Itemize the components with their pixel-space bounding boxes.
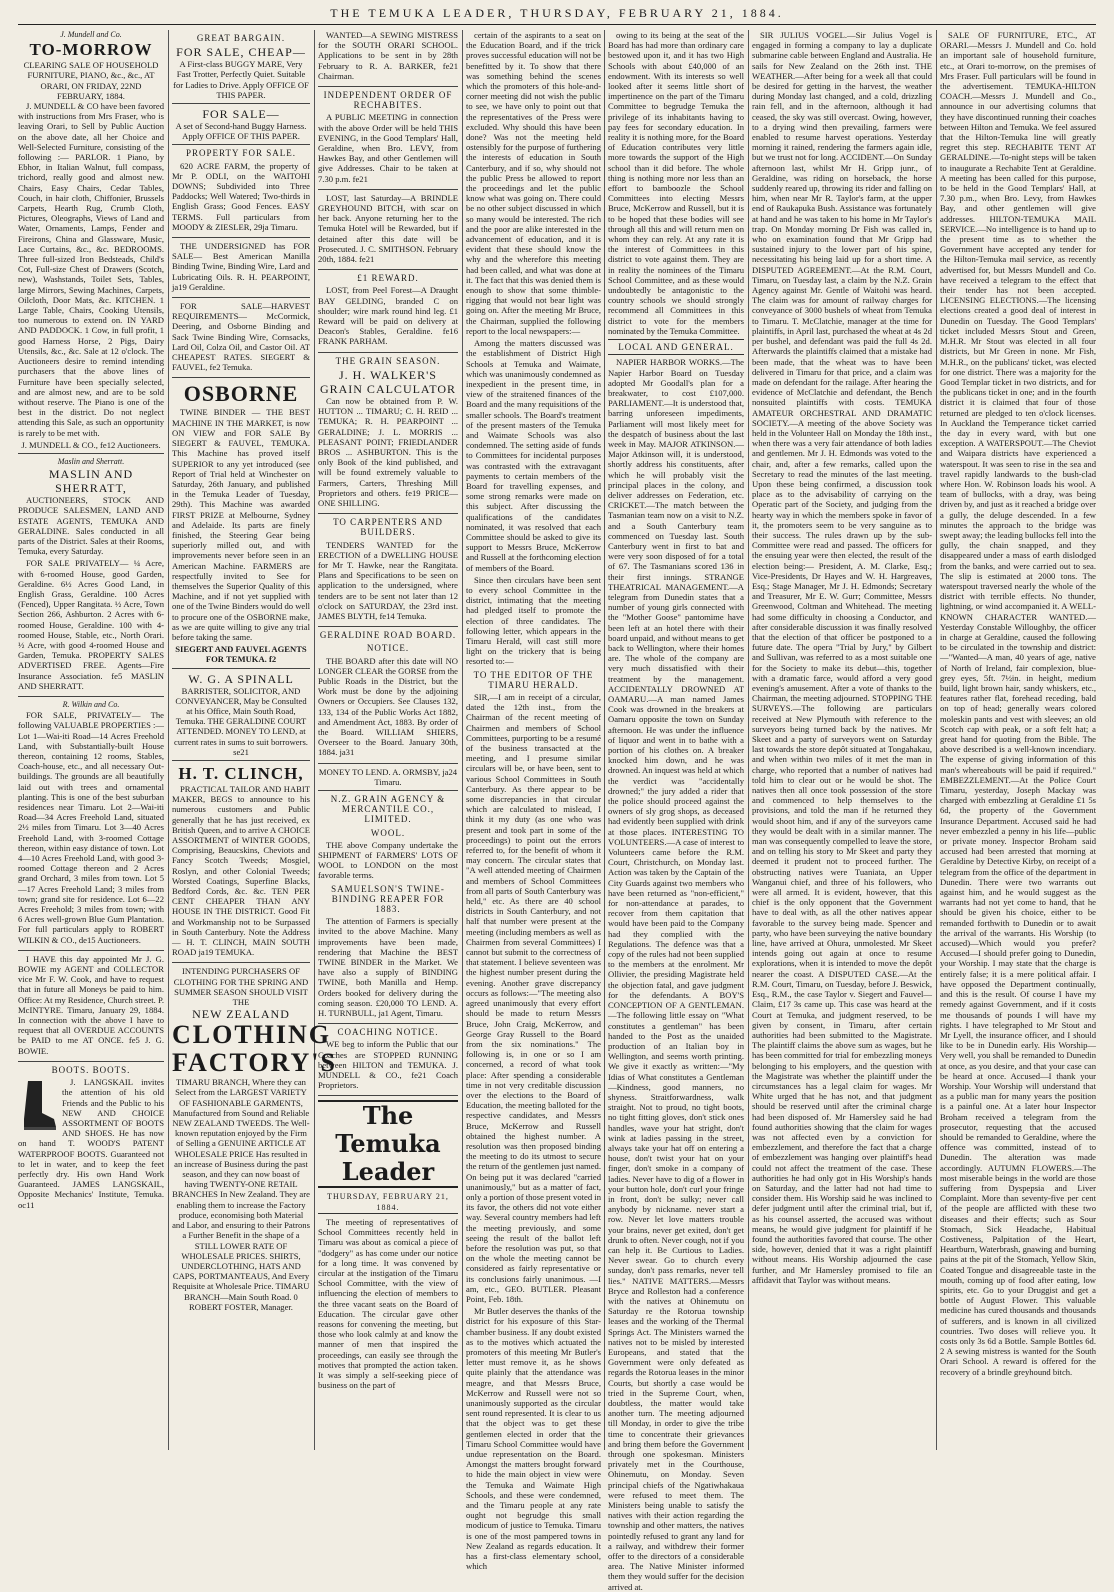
column-rule (936, 30, 937, 1450)
coaching-notice (318, 1027, 458, 1096)
column-rule (314, 30, 315, 1450)
ad-body: A set of Second-hand Buggy Harness. Apply OFFICE OF THIS PAPER. (175, 121, 307, 142)
rechabites-ad (318, 90, 458, 190)
column-3 (318, 30, 458, 1450)
ad-body: J. MUNDELL & CO have been favored with instructions from Mrs Fraser, who is leaving Orari, to Sell by Public Auction on the above date, all her Choice and Well-Selected Furniture, consisting of the following :— PARLOR. 1 Piano, by Ebhor, in Italian Walnut, full compass, trichord, really good and almost new. Chairs, Easy Chairs, Cedar Tables, Couch, in hair cloth, Chiffonier, Brussels Carpets, Hearth Rug, Crumb Cloth, Pictures, Oleographs, Views of Land and Water, Ornaments, Lamps, Fender and Fireirons, China and Glassware, Music, Lace Curtains, &c., &c. BEDROOMS. Three full-sized Iron Bedsteads, Child's Cot, Full-size Chest of Drawers (Scotch, new), Washstands, Toilet Sets, Tables, large Mirrors, Sewing Machines, Carpets, Oilcloth, Door Mats, &c. KITCHEN. 1 Large Table, Chairs, Cooking Utensils, too numerous to extend on. IN YARD AND PADDOCK. 1 Cow, in full profit, 1 good Harness Horse, 2 Pigs, Dairy Utensils, &c., &c. Sale at 12 o'clock. The Auctioneers desire to remind intending purchasers that the above lines of Furniture have been specially selected, and are almost new, and are to be sold without reserve. The Piano is one of the best in the district. Do not neglect attending this Sale, as such an opportunity is rarely to be met with. (18, 101, 164, 438)
column-rule (462, 30, 463, 1450)
lost-greyhound-ad (318, 193, 458, 270)
column-4 (466, 30, 601, 1572)
ad-header: GERALDINE ROAD BOARD. (319, 630, 457, 641)
ad-title: FOR SALE— (202, 107, 280, 122)
grain-agency-ad (318, 794, 458, 1024)
column-1 (18, 30, 164, 1450)
ad-subtitle: CLEARING SALE OF HOUSEHOLD FURNITURE, PIANO, &c., &c., AT ORARI, ON FRIDAY, 22ND FEBRUARY, 1884. (23, 60, 159, 101)
ad-body: LOST, last Saturday—A BRINDLE GREYHOUND BITCH, with scar on her back. Anyone returning her to the Temuka Hotel will be Rewarded, but if detained after this date will be Prosecuted. J. C. SMITHSON. February 20th, 1884. fe21 (318, 192, 458, 265)
leader-article: owing to its being at the seat of the Board has had more than ordinary care bestowed upon it, and it has two High Schools with about £40,000 of an endowment. With its interests so well looked after it seems little short of impertinence on the part of the Timaru Committee to begrudge Temuka the privilege of its inhabitants having to pay fees for secondary education. In reality it is nothing more, for the Board of Education contributes very little more towards the support of the High school than it did before. The whole thing is nothing more nor less than an effort to bamboozle the School Committees into electing Messrs Bruce, McKerrow and Russell, but it is to be hoped that these bodies will see through all this and will return men on whom they can rely. At any rate it is the interest of Committees in this district to vote against them. They are in reality the nominees of the Timaru School Committee, and as these would undoubtedly be antagonistic to the country schools we should strongly recommend all Committees in this district to vote for the members nominated by the Temuka Committee. (608, 30, 744, 336)
money-ad (318, 767, 458, 791)
leader-article: The meeting of representatives of School Committees recently held in Timaru was about as comical a piece of "dodgery" as has come under our notice for a long time. It was convened by circular at the instigation of the Timaru School Committee, with the view of influencing the election of members to the three vacant seats on the Board of Education. The circular gave other reasons for convening the meeting, but those who look calmly at and know the manner of men that inspired the proceedings, can easily see through the motives that prompted the action taken. It was simply a self-seeking piece of business on the part of (318, 1216, 458, 1391)
ad-header: INDEPENDENT ORDER OF RECHABITES. (323, 90, 453, 111)
harness-ad (172, 107, 310, 145)
column-rule (748, 30, 749, 1450)
dateline: THURSDAY, FEBRUARY 21, 1884. (318, 1192, 458, 1213)
road-board-notice (318, 630, 458, 763)
ad-header: J. Mundell and Co. (60, 30, 122, 39)
ad-signature: J. MUNDELL & CO., fe12 Auctioneers. (21, 439, 161, 450)
ad-subheader: NOTICE. (366, 643, 410, 654)
leader-article: Mr Butler deserves the thanks of the district for his exposure of this Star-chamber business. If any doubt existed as to the motives which actuated the promoters of this meeting Mr Butler's letter must remove it, as he shows quite plainly that the attendance was meagre, and that Messrs Bruce, McKerrow and Russell were not so unanimously supported as the circular sent round represented. It is clear to us that the object was to get these gentlemen elected in order that the Timaru School Committee would have undue representation on the Board. Amongst the matters brought forward to hide the main object in view were the Temuka and Waimate High Schools, and these were condemned, and the Timaru people at any rate ought not begrudge this small modicum of justice to Temuka. Timaru is one of the most pampered towns in New Zealand as regards education. It has a first-class elementary school, which (466, 1306, 601, 1572)
clinch-ad (172, 764, 310, 963)
binding-twine-ad (172, 241, 310, 298)
ad-header: N.Z. GRAIN AGENCY & MERCANTILE CO., LIMITED. (330, 794, 446, 825)
leader-article: Since then circulars have been sent to every school Committee in the district, intimating that the meeting had pledged itself to promote the election of three candidates. The following letter, which appears in the Timaru Herald, will cast still more light on the trickery that is being resorted to:— (466, 574, 601, 667)
furniture-sale-ad (18, 30, 164, 454)
ad-body: MONEY TO LEND. A. ORMSBY, ja24 Timaru. (318, 766, 458, 787)
ad-body: THE above Company undertake the SHIPMENT of FARMERS' LOTS OF WOOL to LONDON on the most favorable terms. (318, 839, 458, 881)
ad-body: Can now be obtained from P. W. HUTTON ... TIMARU; C. H. REID ... TEMUKA; R. H. PEARPOINT ... GERALDINE; J. L. MORRIS ... PLEASANT POINT; FRIEDLANDER BROS ... ASHBURTON. This is the only Book of the kind published, and will be found extremely valuable to Farmers, Carters, Threshing Mill Proprietors and others. fe19 PRICE—ONE SHILLING. (318, 395, 458, 508)
local-news: NAPIER HARBOR WORKS.—The Napier Harbor Board on Tuesday adopted Mr Goodall's plan for a breakwater, to cost £107,000. PARLIAMENT.—It is understood that, barring unforeseen impediments, Parliament will most likely meet for the despatch of business about the last week in May. MAJOR ATKINSON.—Major Atkinson will, it is understood, shortly address his constituents, after which he will probably visit the principal places in the colony, and deliver addresses on Federation, etc. CRICKET.—The match between the Tasmanian team now on a visit to N.Z. and a South Canterbury team commenced on Tuesday last. South Canterbury went in first to bat and were very soon disposed of for a total of 67. The Tasmanians scored 136 in their first innings. STRANGE THEATRICAL MANAGEMENT.—A telegram from Dunedin states that a number of young girls connected with the "Mother Goose" pantomime have been left at an hotel there with their board unpaid, and without means to get back to Wellington, where their homes are. The whole of the company are very much dissatisfied with their treatment by the management. ACCIDENTALLY DROWNED AT OAMARU.—A man named James Cook was drowned in the breakers at Oamaru opposite the town on Sunday afternoon. He was under the influence of liquor and went in to bathe with a portion of his clothes on. A breaker knocked him down, and he was drowned. An inquest was held at which the verdict was "accidentally drowned;" the jury added a rider that the police should proceed against the owners of sly grog shops, as deceased had evidently been supplied with drink at those places. INTERESTING TO VOLUNTEERS.—A case of interest to Volunteers came before the R.M. Court, Christchurch, on Monday last. Action was taken by the Captain of the City Guards against two members who have been returned as "non-efficient," for non-attendance at parades, to recover from them capitation that would have been paid to the Company had they complied with the Regulations. The defence was that a copy of the rules had not been supplied to the members at the enrolment. Mr Ollivier, the presiding Magistrate held the objection fatal, and gave judgment for the defendants. A BOY'S CONCEPTION OF A GENTLEMAN.—The following little essay on "What constitutes a gentleman" has been handed to the Post as the unaided production of an Italian boy in Wellington, and seems worth printing. We give it exactly as written:—"My Idias of What constitutes a Gentleman—Kindness, good manners, no shyness. Straitforwardness, walk straight. Not to proud, no tight boots, no tight fitting gloves, don't stick ones handles, wave your hat stright, don't wink at ladies passing in the street, always take your hat off on entering a house, don't twist your hat on your finger, don't smoke in a company of ladies. Never have to dig of a flower in your button hole, don't curl your fringe in front, don't be sulky; never call anybody by nickname. never start a row. Never let love matters trouble your brains, never get exited, don't get drunk to often. Never cough, not if you can help it. Be Curtious to Ladies. Never swear. Go to church every sunday, don't pass remarks, never tell lies." NATIVE MATTERS.—Messrs Bryce and Rolleston had a conference with the natives at Ohinemutu on Saturday re the Rotorua township leases and the working of the Thermal Springs Act. The Ministers warned the natives not to be misled by interested Europeans, and stated that the Government were only defeated as regards the Rotorua leases in the minor Courts, but shortly a case would be tried in the Supreme Court, when, doubtless, the matter would take another turn. The meeting adjourned till Monday, in order to give the tribe time to concentrate their grievances and bring them before the Government through one spokesman. Ministers privately met in the Courthouse, Ohinemutu, on Monday. Seven principal chiefs of the Ngatiwhakaua were refused to meet them. The Ministers being unable to satisfy the natives with their action regarding the township and other matters, the natives pointedly refused to grant any land for a railway, and withdrew their former offer to the directors of a considerable area. The Native Minister informed them they would suffer for the decision arrived at. (608, 357, 744, 1592)
ad-body: TWINE BINDER — THE BEST MACHINE IN THE MARKET, is now ON VIEW and FOR SALE By SIEGERT & FAUVEL, TEMUKA. This Machine has proved itself SUPERIOR to any yet introduced (see Report of Trial held at Winchester on Saturday, 26th January, and published in the Temuka Leader of Tuesday, 29th). This Machine was awarded FIRST PRIZE at Melbourne, Sydney and Adelaide. Its parts are finely finished, the Steering Gear being superiorly milled out, and with improvements never before seen in an American Machine. FARMERS are respectfully invited to See for themselves the Superior Quality of this Machine, and if not yet supplied with one of the Twine Binders would do well to procure one of the OSBORNE make, as we are quite willing to give any trial before taking the same. (172, 407, 310, 642)
ad-header: £1 REWARD. (357, 273, 419, 284)
ad-body: FOR SALE—HARVEST REQUIREMENTS— McCormick, Deering, and Osborne Binding and Sack Twine Binding Wire, Cornsacks, Lard Oil, Colza Oil, and Castor Oil. AT CHEAPEST RATES. SIEGERT & FAUVEL, fe2 Temuka. (172, 301, 310, 373)
ad-title: TO-MORROW (29, 40, 153, 60)
reward-ad (318, 273, 458, 352)
column-2 (172, 30, 337, 1450)
tenders-ad (318, 517, 458, 627)
notice-body: I HAVE this day appointed Mr J. G. BOWIE my AGENT and COLLECTOR vice Mr F. W. Cook, and have to request that in future all Moneys be paid to him. Office: At my Residence, Church street. P. McINTYRE. Timaru, January 29, 1884. In connection with the above I have to request that all OVERDUE ACCOUNTS be PAID to me AT ONCE. fe5 J. G. BOWIE. (18, 953, 164, 1056)
bargain-ad (172, 33, 310, 104)
ad-header: COACHING NOTICE. (337, 1027, 439, 1038)
ad-header: Maslin and Sherratt. (57, 456, 125, 466)
ad-body: TENDERS WANTED for the ERECTION of a DWELLING HOUSE for Mr T. Hawke, near the Rangitata. Plans and Specifications to be seen on application to the undersigned, where tenders are to be sent not later than 12 o'clock on SATURDAY, the 23rd inst. JAMES BLYTH, fe14 Temuka. (318, 539, 458, 621)
ad-header: TO CARPENTERS AND BUILDERS. (333, 517, 443, 538)
ad-body: PRACTICAL TAILOR AND HABIT MAKER, BEGS to announce to his numerous customers and Public generally that he has just received, ex British Queen, and to arrive A CHOICE ASSORTMENT of WINTER GOODS, Comprising, Beaucskins, Cheviots and Fancy Scotch Tweeds; Mosgiel, Roslyn, and other Colonial Tweeds; Worsted Coatings, Superfine Blacks, Bedford Cords, &c. &c. TEN PER CENT CHEAPER THAN ANY HOUSE IN THE DISTRICT. Good Fit and Workmanship not to be Surpassed in South Canterbury. Note the Address— H. T. CLINCH, MAIN SOUTH ROAD ja19 TEMUKA. (172, 783, 310, 958)
ad-headline: CLOTHING FACTORY'S (172, 1020, 337, 1078)
ad-header: PROPERTY FOR SALE. (186, 148, 296, 159)
ad-body: FOR SALE, PRIVATELY— The following VALUABLE PROPERTIES :— Lot 1—Wai-iti Road—14 Acres Freehold Land, with Substantially-built House thereon, containing 12 rooms, Stables, Coach-house, etc., and all necessary Out-buildings. The grounds are all beautifully laid out with trees and ornamental planting. This is one of the best suburban residences near Timaru. Lot 2—Wai-iti Road—34 Acres Freehold Land, situated 2½ miles from Timaru. Lot 3—40 Acres Freehold Land, with 3-roomed Cottage thereon, within easy distance of town. Lot 4—10 Acres Freehold Land, with good 3-roomed Cottage thereon and 2 Acres grand Orchard, 3 miles from town. Lot 5—17 Acres Freehold Land; 3 miles from town; grand site for residence. Lot 6—22 Acres Freehold; 3 miles from town; with 6 Acres well-grown Blue Gum Plantation. For full particulars apply to ROBERT WILKIN & CO., de15 Auctioneers. (18, 710, 164, 945)
column-5 (608, 30, 744, 1592)
ad-title: OSBORNE (183, 381, 299, 407)
newspaper-logo: The Temuka Leader (318, 1100, 458, 1188)
ad-title: W. G. A SPINALL (188, 671, 294, 686)
column-7 (940, 30, 1096, 1450)
ad-subheader: WOOL. (370, 827, 406, 838)
harvest-ad (172, 301, 310, 378)
ad-body: The attention of Farmers is specially invited to the above Machine. Many improvements have been made, rendering that Machine the BEST TWINE BINDER in the Market. We have also a supply of BINDING TWINE, both Manilla and Hemp. Orders booked for delivery during the coming season. £20,000 TO LEND. A. H. TURNBULL, ja1 Agent, Timaru. (318, 916, 458, 1019)
section-heading: LOCAL AND GENERAL. (608, 339, 744, 355)
ad-intro: INTENDING PURCHASERS OF CLOTHING FOR THE SPRING AND SUMMER SEASON SHOULD VISIT THE (173, 966, 309, 1008)
boot-icon (18, 1079, 58, 1131)
local-news: SIR JULIUS VOGEL.—Sir Julius Vogel is engaged in forming a company to lay a duplicate submarine cable between England and Australia. He sails for New Zealand on the 26th inst. THE WEATHER.—After being for a week all that could be desired for getting in the harvest, the weather during Monday last changed, and a cold, drizzling rain fell, and in the afternoon, although it had ceased, the sky was still overcast. Owing, however, to a drying wind then prevailing, farmers were enabled to resume harvest operations. Yesterday morning it rained, rendering the farmers again idle, but we trust not for long. ACCIDENT.—On Sunday afternoon last, whilst Mr H. Gripp junr., of Geraldine, was riding on horseback, the horse suddenly reared up, throwing its rider and falling on him, when near Mr R. Taylor's farm, at the upper end of Raukapuka Bush. Assistance was fortunately at hand and he was taken to his home in Mr Taylor's trap. On Monday morning Dr Fish was called in, who on examination found that Mr Gripp had sustained injury to the lower part of his spine, necessitating his being laid up for a short time. A DISPUTED AGREEMENT.—At the R.M. Court, Timaru, on Tuesday last, a claim by the N.Z. Grain Agency against Mr. Gentle of Waitohi was heard. The claim was for amount of railway charges for conveyance of 3000 bushels of wheat from Temuka to Timaru. T. McClatchie, manager at the time for plaintiffs, in April last, purchased the wheat at 4s 2d per bushel, and defendant was paid the full 4s 2d. Afterwards the plaintiffs claimed that a mistake had been made, that the wheat was to have been delivered in Timaru for that price, and a claim was made on defendant for the railage. After hearing the evidence of McClatchie and defendant, the Bench nonsuited plaintiffs with costs. TEMUKA AMATEUR ORCHESTRAL AND DRAMATIC SOCIETY.—A meeting of the above Society was held in the Volunteer Hall on Monday the 18th inst., when there was a very fair attendance of both ladies and gentlemen. Mr J. H. Edmonds was voted to the chair, and, after a few remarks, called upon the Secretary to read the minutes of the last meeting. Upon these being confirmed, a discussion took place as to the advisability of carrying on the Operatic part of the Society, and judging from the hearty way in which the members spoke in favor of it, the promoters seem to be very sanguine as to their success. The rules drawn up by the sub-Committee were read and passed. The officers for the ensuing year were then elected, the result of the election being:— President, A. M. Clarke, Esq.; Vice-Presidents, Dr Hayes and W. H. Hargreaves, Esq.; Stage Manager, Mr J. H. Edmonds; Secretary and Treasurer, Mr E. W. Gurr; Committee, Messrs Greenwood, Coltman and Whitehead. The meeting had some difficulty in choosing a Conductor, and after considerable discussion it was finally resolved that the election of that officer be postponed to a future date. The opera "Trial by Jury," by Gilbert and Sullivan, was referred to as a most suitable one for the Society to make its debut—this, together with a dramatic farce, would afford a very good evening's amusement. After a vote of thanks to the Chairman, the meeting adjourned. STOPPING THE SURVEYS.—The following are particulars received at New Plymouth with reference to the surveyors being turned back by the natives. Mr Skeet and a party of surveyors went on Saturday last towards the store depôt situated at Tongahakau, and when within two miles of it met the man in charge, who reported that a number of natives had told him to clear out or he would be shot. The natives then all once took possession of the store and commenced to help themselves to the provisions, and told the man if he returned they would shoot him, and if any of the surveyors came they would be dealt with in a similar manner. The man was consequently compelled to leave the store, and on telling his story to Mr Skeet and party they deemed it prudent not to proceed further. The obstructing natives were Tuaniata, an Upper Wanganui chief, and three of his followers, who were all armed. It is evident, however, that this chief is the only opponent that the Government have to deal with, as all the other natives appear favorable to the survey being made. Spencer and party, who have been surveying the native boundary line, have arrived at Ohura, unmolested. Mr Skeet intends going out again at once to resume explorations, when it is intended to move the depôt nearer the coast. A DISPUTED CASE.—At the R.M. Court, Timaru, on Tuesday, before J. Beswick, Esq., R.M., the case Taylor v. Siegert and Fauvel—Claim, £17 3s came up. This case was heard at the Court at Temuka, and judgment reserved, to be given by consent, in Timaru, after certain authorities had been submitted to the Magistrate. The plaintiff claims the above sum as wages, but he has been committed for trial for embezzling moneys belonging to his employers, and the question with the Magistrate was whether the plaintiff under the circumstances has a legal claim for wages. Mr White urged that he has not, and that judgment should be reserved until after the criminal charge had been disposed of. Mr Hamersley said he had found authorities showing that the claim for wages was not affected even by a conviction for embezzlement, and therefore the fact that a charge of embezzlement was hanging over plaintiff's head could not affect the treatment of the case. These authorities he had only got in His Worship's hands on Saturday, and the latter had not had time to consider them. His Worship said he was inclined to defer judgment until after the criminal trial, but if, as his counsel asserted, the accused was without means, he would give judgment for plaintiff if he found the authorities favored that course. The other side, however, denied that it was a right plaintiff without means. His Worship adjourned the case further, and Mr Hamersley promised to file an affidavit that Taylor was without means. (752, 30, 932, 1285)
ad-header: GREAT BARGAIN. (196, 33, 286, 43)
sewing-mistress-ad (318, 30, 458, 87)
property-ad (172, 148, 310, 238)
osborne-ad (172, 381, 310, 668)
leader-article: certain of the aspirants to a seat on the Education Board, and if the trick proves successful education will not be benefitted by it. To show that there was something behind the scenes which the promoters of this hole-and-corner meeting did not wish the public to see, we have only to point out that the representatives of the Press were excluded. Why should this have been done? Was not the meeting held ostensibly for the purpose of furthering the interests of education in South Canterbury, and if so, why should not the public Press be allowed to report the proceedings and let the public know what was going on. There could be no other subject discussed in which so many would be interested. The rich and the poor are alike interested in the advancement of education, and it is evident that these should know the why and the wherefore this meeting had been called, and what was done at it. The fact that this was denied them is enough to show that some thimble-rigging that would not bear light was going on. After the meeting Mr Bruce, the Chairman, supplied the following report to the local newspapers:— (466, 30, 601, 336)
ad-body: AUCTIONEERS, STOCK AND PRODUCE SALESMEN, LAND AND ESTATE AGENTS, TEMUKA AND GERALDINE. Sales conducted in all parts of the District. Sales at their Rooms, Temuka, every Saturday. (18, 495, 164, 557)
ad-body: A First-class BUGGY MARE, Very Fast Trotter, Perfectly Quiet. Suitable for Ladies to Drive. Apply OFFICE OF THIS PAPER. (173, 59, 309, 100)
column-rule (168, 30, 169, 1450)
ad-body: THE BOARD after this date will NO LONGER CLEAR the GORSE from the Public Roads in the District, but the Work must be done by the adjoining Owners or Occupiers. See Clauses 132, 133, 134 of the Public Works Act 1882, and Amendment Act, 1883. By order of the Board. WILLIAM SHIERS, Overseer to the Board. January 30th, 1884. ja31 (318, 655, 458, 758)
ad-header: R. Wilkin and Co. (62, 699, 120, 709)
ad-body: A PUBLIC MEETING in connection with the above Order will be held THIS EVENING, in the Good Templars' Hall, Geraldine, when Bro. LEVY, from Hawkes Bay, and other Gentlemen will give Addresses. Chair to be taken at 7.30 p.m. fe21 (318, 112, 458, 184)
clothing-factory-ad (172, 966, 337, 1314)
langskail-ad (18, 1065, 164, 1215)
ad-body: WE beg to inform the Public that our Coaches are STOPPED RUNNING between HILTON and TEMUKA. J. MUNDELL & CO., fe21 Coach Proprietors. (318, 1039, 458, 1091)
local-news: SALE OF FURNITURE, ETC., AT ORARI.—Messrs J. Mundell and Co. hold an important sale of household furniture, etc., at Orari to-morrow, on the premises of Mrs Fraser. Full particulars will be found in the advertisement. TEMUKA-HILTON COACH.—Messrs J. Mundell and Co., announce in our advertising columns that they have discontinued running their coaches between Hilton and Temuka. We feel assured that the Hilton-Temuka line will greatly regret this step. RECHABITE TENT AT GERALDINE.—To-night steps will be taken to inaugurate a Rechabite Tent at Geraldine. A meeting has been called for this purpose, to be held in the Good Templars' Hall, at 7.30 p.m., when Bro. Levy, from Hawkes Bay, and other gentlemen will give addresses. HILTON-TEMUKA MAIL SERVICE.—No intelligence is to hand up to the present time as to whether the Government have accepted any tender for the Hilton-Temuka mail service, as recently advertised for, but Messrs Mundell and Co. have received a telegram to the effect that their tender has not been accepted. LICENSING ELECTIONS.—The licensing elections created a good deal of interest in Dunedin on Tuesday. The Good Templars' ticket included Messrs Stout and Green, M.H.R. Mr Stout was elected in all four districts, but Mr Green in none. Mr Fish, M.H.R., on the publicans' ticket, was elected for one district. There was a majority for the Good Templar ticket in two districts, and for the publicans ticket in one; and in the fourth district it is claimed that four of those returned are pledged to ten o'clock licenses. In Auckland the Temperance ticket carried the day in every ward, with but one exception. A WATERSPOUT.—The Cheviot and Waipara districts have experienced a waterspout. It was seen to rise in the sea and travel rapidly landwards to the bush-clad where Hon. W. Robinson loads his wool. A team of bullocks, with a dray, was being driven by, and just as it reached a bridge over a gully, the deluge descended. In a few minutes the approach to the bridge was swept away; the leading bullocks fell into the gully, the chain snapped, and they disappeared under a mass of earth dislodged from the banks, and were carried out to sea. The slip is estimated at 2000 tons. The waterspout traversed nearly the whole of the district with terrible effects. No thunder, lightning, or wind accompanied it. A WELL-KNOWN CHARACTER WANTED.—Yesterday Constable Willoughby, the officer in charge at Geraldine, caused the following to be circulated in the township and district:—"Wanted—A man, 40 years of age, native of North of Ireland, fair complexion, blue-grey eyes, 5ft. 7½in. in height, medium build, light brown hair, sandy whiskers, etc., features rather flat, forehead receding, bald on top of head; generally wears colored moleskin pants and vest with sleeves; an old Scotch cap with peak, or a soft felt hat; a great hand for quoting from the Bible. The above described is a well-known incendiary. The expense of giving information of this man's whereabouts will be paid if required." EMBEZZLEMENT.—At the Police Court Timaru, yesterday, Joseph Mackay was charged with embezzling at Geraldine £1 5s 6d, the property of the Government Insurance Department. Accused said he had never embezzled a penny in his life—public or private money. Inspector Broham said accused had been arrested that morning at Geraldine by Detective Kirby, on receipt of a telegram from the office of the department in Dunedin. There were two warrants out against him, and he would suggest as the warrants had not yet come to hand, that he should be given his choice, either to be remanded forthwith to Dunedin or to await the arrival of the warrants. His Worship (to accused)—Which would you prefer? Accused—I should prefer going to Dunedin, your Worship. I may state that the charge is entirely false; it is a mere political affair. I have opposed the Department continually, and this is the result. Of course I have my remedy against Government, and if it costs me thousands of pounds I will have my rights. I have telegraphed to Mr Stout and Mr Lyell, the insurance officer, and I should like to be in Dunedin early. His Worship—Very well, you shall be remanded to Dunedin at once, as you desire, and that your case can be heard at once. Accused—I thank your Worship. Your Worship will understand that as a public man for many years the position is a painful one. At a later hour Inspector Broham received a telegram from the prosecutor, requesting that the accused should be remanded to Geraldine, where the offence was committed, instead of to Dunedin. The alteration was made accordingly. AUTUMN FLOWERS.—The most miserable beings in the world are those suffering from Dyspepsia and Liver Complaint. More than seventy-five per cent of the people are afflicted with these two diseases and their effects; such as Sour Stomach, Sick Headache, Habitual Costiveness, Palpitation of the Heart, Heartburn, Waterbrash, gnawing and burning pains at the pit of the Stomach, Yellow Skin, Coated Tongue and disagreeable taste in the mouth, coming up of food after eating, low spirits, etc. Go to your Druggist and get a bottle of August Flower. This valuable medicine has cured thousands and thousands of sufferers, and is known in all civilized countries. Two doses will relieve you. It costs only 3s 6d a Bottle. Sample Bottles 6d. 2 A sewing mistress is wanted for the South Orari School. A reward is offered for the recovery of a brindle greyhound bitch. (940, 30, 1096, 1377)
ad-title: BOOTS. BOOTS. (51, 1064, 131, 1075)
ad-body: LOST, from Peel Forest—A Draught BAY GELDING, branded C on shoulder; wire mark round hind leg. £1 Reward will be paid on delivery at Deacon's Stables, Geraldine. fe16 FRANK PARHAM. (318, 285, 458, 347)
masthead-rule (18, 24, 1096, 25)
ad-header: THE GRAIN SEASON. (335, 355, 441, 366)
ad-title: MASLIN AND SHERRATT, (48, 467, 134, 496)
bowie-notice (18, 954, 164, 1062)
ad-signature: SIEGERT AND FAUVEL AGENTS FOR TEMUKA. f2 (175, 644, 307, 665)
leader-quote: Among the matters discussed was the establishment of District High Schools at Temuka and Waimate, which was unanimously condemned as inexpedient in the present time, in view of the straitened finances of the Board and the many requisitions of the smaller schools. The Board's treatment of the present masters of the Temuka and Waimate Schools was also condemned. The setting aside of funds to Committees for incidental purposes was contrasted with the extravagant payments to certain members of the Board for travelling expenses, and some strong remarks were made on this subject. After discussing the qualifications of the candidates nominated, it was resolved that each Committee should be asked to give its support to Messrs Bruce, McKerrow and Russell at the forthcoming election of members of the Board. (466, 338, 601, 573)
ad-title: H. T. CLINCH, (178, 763, 304, 783)
column-6 (752, 30, 932, 1450)
maslin-sherratt-ad (18, 457, 164, 697)
ad-body: WANTED—A SEWING MISTRESS for the SOUTH ORARI SCHOOL. Applications to be sent in by 28th February to R. A. BARKER, fe21 Chairman. (318, 30, 458, 81)
masthead: THE TEMUKA LEADER, THURSDAY, FEBRUARY 21, 1884. (330, 6, 784, 20)
wilkin-ad (18, 700, 164, 951)
letter-body: SIR,—I am in receipt of a circular, dated the 12th inst., from the Chairman of the recent meeting of Chairmen and members of School Committees, purporting to be a resumé of the business transacted at the meeting, and I presume similar circulars will be, or have been, sent to various School Committees in South Canterbury. As there appear to be some discrepancies in that circular which are calculated to mislead, I think it my duty (as one who was present and took part in some of the proceedings) to point out the errors referred to, for the benefit of whom it may concern. The circular states that "A well attended meeting of Chairmen and members of School Committees from all parts of South Canterbury was held," etc. As there are 40 school districts in South Canterbury, and not half that number were present at the meeting (including members as well as Chairmen from several Committees) I cannot but submit to the correctness of that statement. I believe seventeen was the highest number present during the evening. Another grave discrepancy occurs as follows:—"The meeting also agreed unanimously that every effort should be made to return Messrs Bruce, John Craig, McKerrow, and George Gray Russell to the Board from the six nominations." The following is, in one or so I am concerned, a record of what took place: After spending a considerable time in not very creditable discussion over the elections to the Board of Education, the meeting balloted for the respective candidates, and Messrs Bruce, McKerrow and Russell obtained the highest number. A resolution was then proposed binding the meeting to do its utmost to secure the return of the gentlemen just named. On being put it was declared "carried unanimously," but as a matter of fact, only a portion of those present voted in its favor, the others did not vote either way. Several country members had left the meeting previously, and some seeing the result of the ballot left before the resolution was put, so that on the whole the meeting cannot be considered as fairly representative or its conclusions fairly unanimous. —I am, etc., GEO. BUTLER. Pleasant Point, Feb. 18th. (466, 692, 601, 1304)
ad-subheader: SAMUELSON'S TWINE-BINDING REAPER FOR 1883. (331, 883, 445, 915)
letter-header: TO THE EDITOR OF THE TIMARU HERALD. (473, 669, 594, 690)
ad-title: NEW ZEALAND (192, 1007, 290, 1022)
ad-body: BARRISTER, SOLICITOR, AND CONVEYANCER, May be Consulted at his Office, Main South Road, Temuka. THE GERALDINE COURT ATTENDED. MONEY TO LEND, at current rates in sums to suit borrowers. se21 (174, 685, 308, 757)
ad-body: TIMARU BRANCH, Where they can Select from the LARGEST VARIETY OF FASHIONABLE GARMENTS, Manufactured from Sound and Reliable NEW ZEALAND TWEEDS. The Well-known reputation enjoyed by the Firm of Selling a GENUINE ARTICLE AT WHOLESALE PRICE Has resulted in an increase of Business during the past season, and they can now boast of having TWENTY-ONE RETAIL BRANCHES In New Zealand. They are enabling them to increase the Factory produce, economising both Material and Labor, and ensuring to their Patrons a Further Benefit in the shape of a STILL LOWER RATE OF WHOLESALE PRICES. SHIRTS, UNDERCLOTHING, HATS AND CAPS, PORTMANTEAUS, And Every Requisite at Wholesale Price. TIMARU BRANCH—Main South Road. 0 ROBERT FOSTER, Manager. (172, 1077, 310, 1312)
ad-list: FOR SALE PRIVATELY— ¼ Acre, with 6-roomed House, good Garden, Geraldine. 6½ Acres Good Land, in English Grass, Geraldine. 100 Acres (Fenced), Upper Rangitata. ½ Acre, Town Section 266, Ashburton. 2 Acres with 6-roomed House, Geraldine. 100 with 4-roomed House, Stable, etc., North Orari. ½ Acre, with good 4-roomed House and Garden, Temuka. PROPERTY SALES ADVERTISED FREE. Agents—Fire Insurance Association. fe5 MASLIN AND SHERRATT. (18, 558, 164, 691)
column-rule (604, 30, 605, 1450)
ad-body: THE UNDERSIGNED has FOR SALE— Best American Manilla Binding Twine, Binding Wire, Lard and Lubricating Oils. R. H. PEARPOINT, ja19 Geraldine. (172, 241, 310, 292)
grain-calculator-ad (318, 356, 458, 514)
ad-title: J. H. WALKER'S GRAIN CALCULATOR (319, 367, 457, 396)
ad-body: J. LANGSKAIL invites the attention of his old Friends and the Public to his NEW AND CHOICE ASSORTMENT OF BOOTS AND SHOES. He has now on hand T. WOOD'S PATENT WATERPROOF BOOTS. Guaranteed not to let in water, and to keep the feet perfectly dry. His own Hand Work Guaranteed. JAMES LANGSKAIL, Opposite Mechanics' Institute, Temuka. oc11 (18, 1077, 164, 1210)
ad-title: FOR SALE, CHEAP— (176, 45, 306, 60)
ad-body: 620 ACRE FARM, the property of Mr P. ODLI, on the WAITOHI DOWNS; Subdivided into Three Paddocks; Well Watered; Two-thirds in English Grass; Good Fences. EASY TERMS. Full particulars from MOODY & ZIESLER, 29ja Timaru. (172, 160, 310, 232)
aspinall-ad (172, 672, 310, 761)
